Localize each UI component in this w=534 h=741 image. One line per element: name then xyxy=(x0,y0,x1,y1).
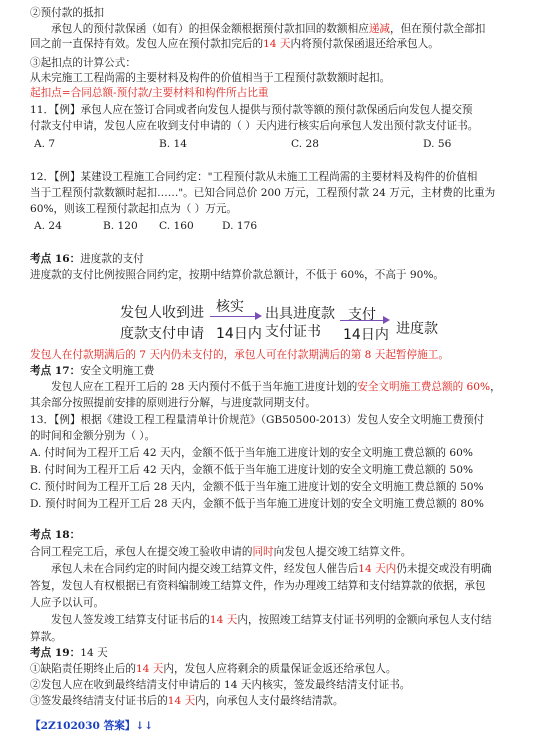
kd18-line-4: 人应予以认可。 xyxy=(30,597,105,609)
section-3-heading: ③起扣点的计算公式： xyxy=(30,57,136,69)
highlight-14-days-within: 14 天内 xyxy=(358,563,397,575)
kd17-heading: 考点 17：安全文明施工费 xyxy=(30,365,155,377)
q13-line-1: 13．【例】根据《建设工程工程量清单计价规范》（GB50500-2013）发包人安全文明施工费预付 xyxy=(30,414,485,426)
flow-node-certificate-line-2: 支付证书 xyxy=(265,324,321,340)
q13-option-d: D. 预付时间为工程开工后 28 天内，金额不低于当年施工进度计划的安全文明施工费总额的 80% xyxy=(30,498,484,510)
deduction-formula: 起扣点=合同总额-预付款/主要材料和构件所占比重 xyxy=(30,87,269,99)
kd16-heading: 考点 16：进度款的支付 xyxy=(30,253,144,265)
kd18-line-3: 答复，发包人有权根据已有资料编制竣工结算文件，作为办理竣工结算和支付结算款的依据，承包 xyxy=(30,580,486,592)
flow-arrow-1 xyxy=(210,316,256,317)
section-2-heading: ②预付款的抵扣 xyxy=(30,7,105,19)
section-2-para-line-2: 回之前一直保持有效。发包人应在预付款扣完后的14 天内将预付款保函退还给承包人。 xyxy=(30,38,439,50)
q11-option-d: D. 56 xyxy=(423,138,452,150)
kd16-note: 发包人在付款期满后的 7 天内仍未支付的，承包人可在付款期满后的第 8 天起暂停施工。 xyxy=(30,349,449,361)
highlight-simultaneously: 同时 xyxy=(252,546,274,558)
flow-label-verify: 核实 xyxy=(216,299,244,315)
highlight-14-days-warranty: 14 天 xyxy=(135,663,164,675)
q12-option-c: C. 160 xyxy=(159,220,194,232)
q12-option-d: D. 176 xyxy=(222,220,258,232)
q12-line-1: 12．【例】某建设工程施工合同约定："工程预付款从未施工工程尚需的主要材料及构件的价值相 xyxy=(30,171,478,183)
q11-option-b: B. 14 xyxy=(159,138,187,150)
kd19-item-3: ③签发最终结清支付证书后的14 天内，向承包人支付最终结清款。 xyxy=(30,695,344,707)
answer-link[interactable]: 【2Z102030 答案】↓↓ xyxy=(30,720,154,732)
q11-option-a: A. 7 xyxy=(34,138,56,150)
kd16-body: 进度款的支付比例按照合同约定，按期中结算价款总额计，不低于 60%，不高于 90%。 xyxy=(30,269,445,281)
highlight-60-percent: 安全文明施工费总额的 60% xyxy=(357,381,491,393)
q11-line-2: 付款支付申请，发包人应在收到支付申请的（ ）天内进行核实后向承包人发出预付款支付证书。 xyxy=(30,120,479,132)
q11-line-1: 11．【例】承包人应在签订合同或者向发包人提供与预付款等额的预付款保函后向发包人提交预 xyxy=(30,104,473,116)
kd18-line-2: 承包人未在合同约定的时间内提交竣工结算文件，经发包人催告后14 天内仍未提交或没有明确 xyxy=(51,563,492,575)
kd19-item-2: ②发包人应在收到最终结清支付申请后的 14 天内核实，签发最终结清支付证书。 xyxy=(30,679,411,691)
flow-node-receive-line-1: 发包人收到进 xyxy=(120,305,204,321)
kd17-line-2: 其余部分按照提前安排的原则进行分解，与进度款同期支付。 xyxy=(30,397,317,409)
highlight-14-days-final: 14 天 xyxy=(167,695,196,707)
flow-label-14-days-1: 14日内 xyxy=(216,326,262,342)
highlight-decrease: 递减 xyxy=(368,23,390,35)
kd18-line-5: 发包人签发竣工结算支付证书后的14 天内，按照竣工结算支付证书列明的金额向承包人支付结 xyxy=(51,614,492,626)
flow-label-14-days-2: 14日内 xyxy=(343,327,389,343)
down-arrows-icon: ↓↓ xyxy=(135,720,154,732)
highlight-14-days: 14 天 xyxy=(263,38,291,50)
kd17-line-1: 发包人应在工程开工后的 28 天内预付不低于当年施工进度计划的安全文明施工费总额的 60%， xyxy=(51,381,501,393)
q13-option-a: A. 付时间为工程开工后 42 天内，金额不低于当年施工进度计划的安全文明施工费总额的 60% xyxy=(30,447,473,459)
q13-option-b: B. 付时间为工程开工后 42 天内，金额不低于当年施工进度计划的安全文明施工费总额的 50% xyxy=(30,464,474,476)
q13-option-c: C. 预付时间为工程开工后 28 天内，金额不低于当年施工进度计划的安全文明施工费总额的 50% xyxy=(30,481,484,493)
kd18-line-6: 算款。 xyxy=(30,631,62,643)
q13-line-2: 的时间和金额分别为（ ）。 xyxy=(30,430,156,442)
kd18-heading: 考点 18： xyxy=(30,529,81,541)
kd19-heading: 考点 19：14 天 xyxy=(30,647,108,659)
q11-option-c: C. 28 xyxy=(291,138,319,150)
kd18-line-1: 合同工程完工后，承包人在提交竣工验收申请的同时向发包人提交竣工结算文件。 xyxy=(30,546,412,558)
highlight-14-days-settlement: 14 天 xyxy=(209,614,238,626)
flow-node-progress-payment: 进度款 xyxy=(396,321,438,337)
q12-line-3: 60%，则该工程预付款起扣点为（ ）万元。 xyxy=(30,203,238,215)
q12-option-a: A. 24 xyxy=(34,220,62,232)
flow-arrow-2 xyxy=(340,320,384,321)
flow-label-pay: 支付 xyxy=(348,307,376,323)
section-3-line: 从未完施工工程尚需的主要材料及构件的价值相当于工程预付款数额时起扣。 xyxy=(30,72,391,84)
q12-line-2: 当于工程预付款数额时起扣……"。已知合同总价 200 万元，工程预付款 24 万元，主材费的比重为 xyxy=(30,187,496,199)
flow-node-certificate-line-1: 出具进度款 xyxy=(265,306,335,322)
q12-option-b: B. 120 xyxy=(103,220,138,232)
section-2-para-line-1: 承包人的预付款保函（如有）的担保金额根据预付款扣回的数额相应递减，但在预付款全部扣 xyxy=(51,23,486,35)
flow-node-receive-line-2: 度款支付申请 xyxy=(120,326,204,342)
kd19-item-1: ①缺陷责任期终止后的14 天内，发包人应将剩余的质量保证金返还给承包人。 xyxy=(30,663,397,675)
